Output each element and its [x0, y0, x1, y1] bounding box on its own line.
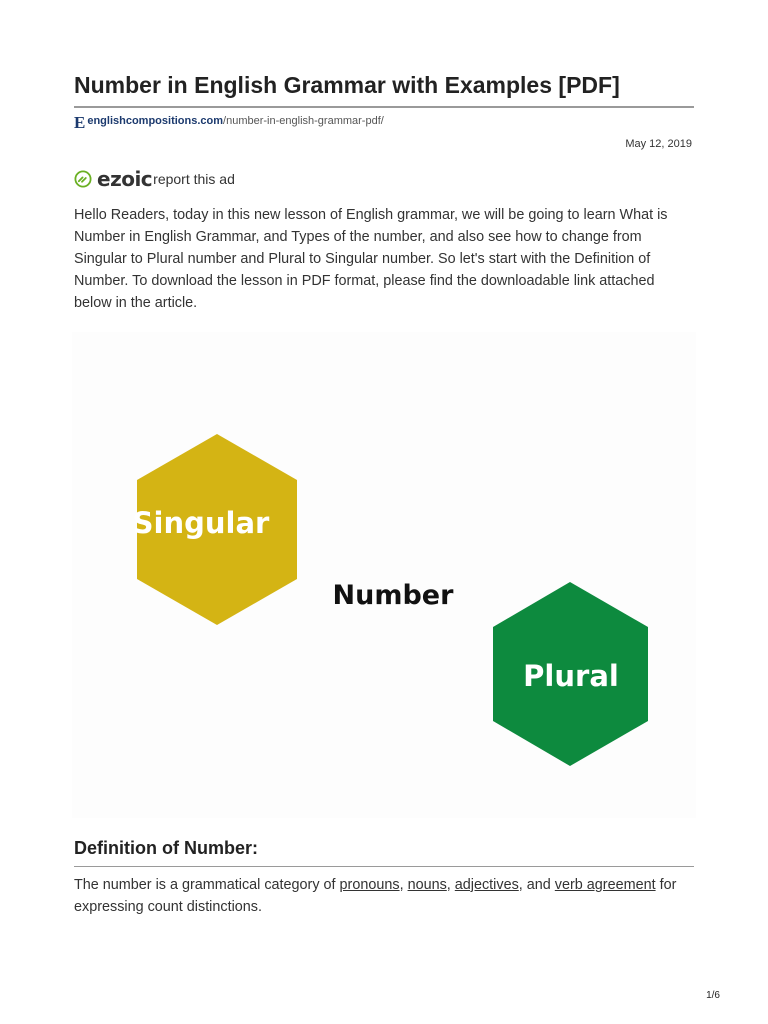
definition-heading: Definition of Number:: [74, 838, 258, 858]
definition-paragraph: [74, 874, 694, 918]
ezoic-brand: ezoic: [97, 167, 153, 191]
singular-label: Singular: [132, 506, 270, 540]
pronouns-link[interactable]: pronouns: [339, 877, 400, 893]
publish-date: May 12, 2019: [625, 138, 692, 150]
ad-label: [74, 168, 235, 190]
adjectives-link[interactable]: adjectives: [454, 877, 519, 893]
definition-text-start: The number is a grammatical category of: [74, 877, 340, 893]
source-path[interactable]: /number-in-english-grammar-pdf/: [223, 115, 384, 127]
source-domain[interactable]: englishcompositions.com: [87, 115, 224, 127]
report-ad-link[interactable]: report this ad: [153, 171, 235, 187]
ezoic-logo-icon: [74, 170, 92, 188]
verb-agreement-link[interactable]: verb agreement: [554, 877, 656, 893]
definition-text-end: for expressing count distinctions.: [74, 877, 677, 915]
site-logo-icon: E: [74, 113, 86, 132]
definition-divider: [74, 866, 694, 867]
number-label: Number: [332, 580, 454, 611]
nouns-link[interactable]: nouns: [407, 877, 447, 893]
definition-sep-1: ,: [399, 877, 408, 893]
definition-sep-2: ,: [446, 877, 455, 893]
plural-label: Plural: [523, 659, 619, 693]
definition-sep-3: , and: [518, 877, 555, 893]
title-divider: [74, 106, 694, 108]
page-indicator: 1/6: [706, 990, 720, 1001]
intro-paragraph: Hello Readers, today in this new lesson of English grammar, we will be going to learn What is Number in English Grammar, and Types of the number, and also see how to change from Singular to Plural number and Plural to Singular number. So let's start with the Definition of Number. To download the lesson in PDF format, please find the downloadable link attached below in the article.: [74, 207, 668, 311]
number-figure: [72, 332, 696, 818]
source-link[interactable]: [74, 112, 384, 130]
article-title: Number in English Grammar with Examples [PDF]: [74, 72, 620, 98]
